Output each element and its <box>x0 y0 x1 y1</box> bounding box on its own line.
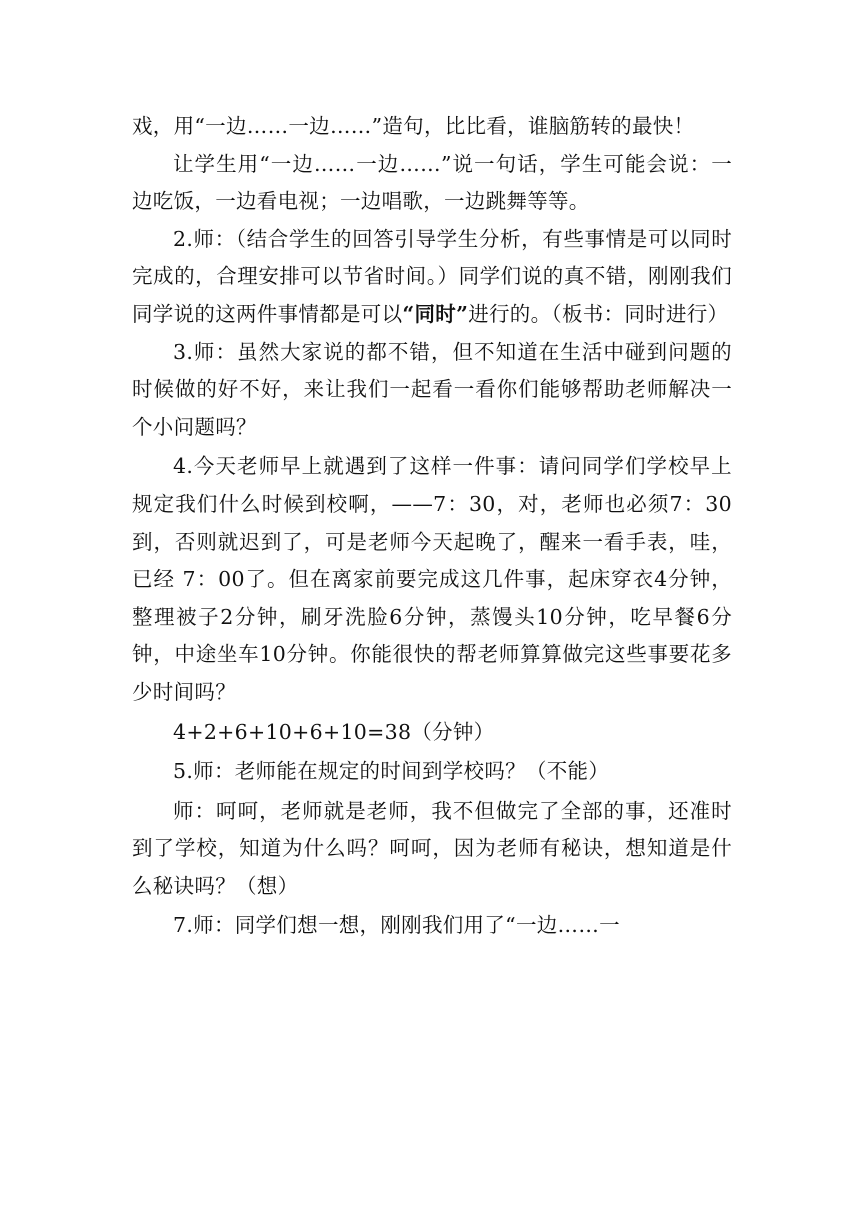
paragraph-teacher-step-2 <box>132 221 732 334</box>
paragraph-teacher-step-4: 4.今天老师早上就遇到了这样一件事：请问同学们学校早上规定我们什么时候到校啊，——7：30，对，老师也必须7：30到，否则就迟到了，可是老师今天起晚了，醒来一看手表，哇，已经 7：00了。但在离家前要完成这几件事，起床穿衣4分钟，整理被子2分钟，刷牙洗脸6分钟，蒸馒头10分钟，吃早餐6分钟，中途坐车10分钟。你能很快的帮老师算算做完这些事要花多少时间吗？ <box>132 454 732 704</box>
paragraph-intro-continuation: 戏，用“一边……一边……”造句，比比看，谁脑筋转的最快！ <box>132 114 695 138</box>
paragraph-student-sentence: 让学生用“一边……一边……”说一句话，学生可能会说：一边吃饭，一边看电视；一边唱歌，一边跳舞等等。 <box>132 151 732 214</box>
paragraph-calculation: 4+2+6+10+6+10=38（分钟） <box>173 719 495 744</box>
document-body <box>132 108 732 945</box>
step-2-emphasis-simultaneous: “同时” <box>402 301 469 326</box>
paragraph-teacher-step-7: 7.师：同学们想一想，刚刚我们用了“一边……一 <box>173 913 620 938</box>
step-2-text-before: 2.师：（结合学生的回答引导学生分析，有些事情是可以同时完成的，合理安排可以节省时间。）同学们说的真不错，刚刚我们同学说的这两件事情都是可以 <box>132 226 732 326</box>
step-2-text-after: 进行的。（板书：同时进行） <box>468 301 729 326</box>
paragraph-teacher-step-3: 3.师：虽然大家说的都不错，但不知道在生活中碰到问题的时候做的好不好，来让我们一起看一看你们能够帮助老师解决一个小问题吗？ <box>132 339 732 439</box>
paragraph-teacher-step-5: 5.师：老师能在规定的时间到学校吗？（不能） <box>173 759 610 784</box>
paragraph-teacher-secret: 师：呵呵，老师就是老师，我不但做完了全部的事，还准时到了学校，知道为什么吗？呵呵，因为老师有秘诀，想知道是什么秘诀吗？（想） <box>132 798 732 898</box>
